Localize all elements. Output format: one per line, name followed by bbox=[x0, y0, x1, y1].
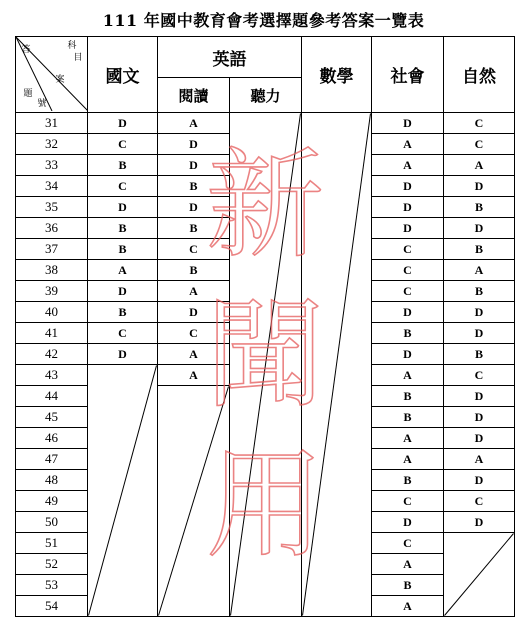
answer-science: D bbox=[444, 218, 515, 239]
header-reading: 閱讀 bbox=[158, 78, 230, 113]
answer-listening bbox=[230, 197, 302, 218]
answer-social: A bbox=[372, 449, 444, 470]
table-row bbox=[16, 554, 515, 575]
corner-answer-1: 答 bbox=[21, 44, 31, 55]
answer-math bbox=[302, 197, 372, 218]
question-number: 41 bbox=[16, 323, 88, 344]
answer-social: A bbox=[372, 596, 444, 617]
answer-listening bbox=[230, 134, 302, 155]
answer-science: C bbox=[444, 365, 515, 386]
answer-chinese bbox=[88, 365, 158, 386]
answer-science bbox=[444, 554, 515, 575]
answer-science: D bbox=[444, 176, 515, 197]
answer-reading: C bbox=[158, 323, 230, 344]
corner-question-1: 題 bbox=[23, 88, 33, 99]
answer-social: C bbox=[372, 260, 444, 281]
table-row bbox=[16, 596, 515, 617]
answer-math bbox=[302, 134, 372, 155]
answer-reading: A bbox=[158, 365, 230, 386]
answer-chinese: C bbox=[88, 134, 158, 155]
answer-math bbox=[302, 239, 372, 260]
question-number: 52 bbox=[16, 554, 88, 575]
answer-science bbox=[444, 533, 515, 554]
answer-science: D bbox=[444, 323, 515, 344]
answer-science: B bbox=[444, 344, 515, 365]
answer-chinese: A bbox=[88, 260, 158, 281]
answer-social: B bbox=[372, 470, 444, 491]
answer-science: D bbox=[444, 470, 515, 491]
question-number: 42 bbox=[16, 344, 88, 365]
answer-science: D bbox=[444, 512, 515, 533]
answer-listening bbox=[230, 113, 302, 134]
answer-science: D bbox=[444, 386, 515, 407]
question-number: 43 bbox=[16, 365, 88, 386]
answer-social: A bbox=[372, 428, 444, 449]
table-row bbox=[16, 407, 515, 428]
table-row bbox=[16, 344, 515, 365]
answer-reading: B bbox=[158, 176, 230, 197]
question-number: 32 bbox=[16, 134, 88, 155]
answer-reading: C bbox=[158, 239, 230, 260]
table-row bbox=[16, 449, 515, 470]
answer-math bbox=[302, 218, 372, 239]
watermark-char-3: 用 bbox=[205, 436, 324, 574]
answer-reading: D bbox=[158, 302, 230, 323]
question-number: 34 bbox=[16, 176, 88, 197]
header-listening: 聽力 bbox=[230, 78, 302, 113]
answer-reading bbox=[158, 554, 230, 575]
answer-listening bbox=[230, 344, 302, 365]
watermark-char-2: 聞 bbox=[205, 286, 324, 424]
answer-listening bbox=[230, 470, 302, 491]
answer-social: B bbox=[372, 386, 444, 407]
answer-reading bbox=[158, 428, 230, 449]
answer-math bbox=[302, 155, 372, 176]
answer-reading: A bbox=[158, 113, 230, 134]
question-number: 33 bbox=[16, 155, 88, 176]
corner-question-2: 號 bbox=[37, 98, 47, 109]
answer-listening bbox=[230, 407, 302, 428]
answer-math bbox=[302, 365, 372, 386]
answer-social: D bbox=[372, 176, 444, 197]
page-title: 111 年國中教育會考選擇題參考答案一覽表 bbox=[102, 11, 425, 30]
answer-reading: D bbox=[158, 155, 230, 176]
answer-math bbox=[302, 428, 372, 449]
header-chinese: 國文 bbox=[88, 37, 158, 113]
question-number: 37 bbox=[16, 239, 88, 260]
table-row bbox=[16, 281, 515, 302]
question-number: 54 bbox=[16, 596, 88, 617]
table-row bbox=[16, 134, 515, 155]
answer-listening bbox=[230, 491, 302, 512]
answer-rows bbox=[16, 113, 515, 617]
answer-listening bbox=[230, 449, 302, 470]
answer-social: C bbox=[372, 491, 444, 512]
header-math: 數學 bbox=[302, 37, 372, 113]
answer-listening bbox=[230, 428, 302, 449]
answer-listening bbox=[230, 218, 302, 239]
answer-social: C bbox=[372, 239, 444, 260]
answer-science: C bbox=[444, 113, 515, 134]
answer-social: D bbox=[372, 512, 444, 533]
answer-social: D bbox=[372, 113, 444, 134]
answer-math bbox=[302, 554, 372, 575]
table-row bbox=[16, 365, 515, 386]
answer-listening bbox=[230, 281, 302, 302]
answer-social: D bbox=[372, 302, 444, 323]
table-row bbox=[16, 218, 515, 239]
answer-math bbox=[302, 449, 372, 470]
question-number: 51 bbox=[16, 533, 88, 554]
answer-chinese bbox=[88, 512, 158, 533]
answer-table bbox=[15, 36, 515, 617]
answer-science: B bbox=[444, 197, 515, 218]
answer-reading bbox=[158, 449, 230, 470]
corner-subject-2: 目 bbox=[73, 52, 83, 63]
answer-math bbox=[302, 575, 372, 596]
answer-math bbox=[302, 491, 372, 512]
answer-math bbox=[302, 407, 372, 428]
answer-social: C bbox=[372, 281, 444, 302]
answer-listening bbox=[230, 155, 302, 176]
question-number: 44 bbox=[16, 386, 88, 407]
answer-reading bbox=[158, 575, 230, 596]
table-row bbox=[16, 470, 515, 491]
answer-science: D bbox=[444, 302, 515, 323]
question-number: 49 bbox=[16, 491, 88, 512]
answer-chinese bbox=[88, 449, 158, 470]
header-science: 自然 bbox=[444, 37, 515, 113]
answer-math bbox=[302, 281, 372, 302]
answer-chinese: D bbox=[88, 344, 158, 365]
table-row bbox=[16, 575, 515, 596]
answer-science bbox=[444, 575, 515, 596]
corner-answer-2: 案 bbox=[55, 74, 65, 85]
table-row bbox=[16, 197, 515, 218]
answer-math bbox=[302, 260, 372, 281]
table-row bbox=[16, 512, 515, 533]
answer-reading: B bbox=[158, 260, 230, 281]
answer-listening bbox=[230, 323, 302, 344]
answer-chinese bbox=[88, 386, 158, 407]
answer-chinese bbox=[88, 428, 158, 449]
answer-listening bbox=[230, 302, 302, 323]
answer-listening bbox=[230, 512, 302, 533]
answer-math bbox=[302, 302, 372, 323]
question-number: 40 bbox=[16, 302, 88, 323]
answer-chinese bbox=[88, 470, 158, 491]
answer-math bbox=[302, 470, 372, 491]
answer-chinese bbox=[88, 407, 158, 428]
answer-chinese: D bbox=[88, 113, 158, 134]
question-number: 48 bbox=[16, 470, 88, 491]
answer-chinese bbox=[88, 554, 158, 575]
answer-science: C bbox=[444, 134, 515, 155]
corner-subject-1: 科 bbox=[67, 40, 77, 51]
answer-listening bbox=[230, 365, 302, 386]
answer-science: B bbox=[444, 239, 515, 260]
answer-reading: A bbox=[158, 281, 230, 302]
answer-chinese: C bbox=[88, 176, 158, 197]
answer-math bbox=[302, 113, 372, 134]
table-row bbox=[16, 428, 515, 449]
answer-math bbox=[302, 344, 372, 365]
answer-listening bbox=[230, 260, 302, 281]
header-english: 英語 bbox=[158, 37, 302, 78]
answer-science: B bbox=[444, 281, 515, 302]
answer-chinese: C bbox=[88, 323, 158, 344]
question-number: 35 bbox=[16, 197, 88, 218]
answer-listening bbox=[230, 554, 302, 575]
table-row bbox=[16, 386, 515, 407]
answer-reading bbox=[158, 386, 230, 407]
answer-social: B bbox=[372, 407, 444, 428]
answer-science: A bbox=[444, 449, 515, 470]
answer-chinese: B bbox=[88, 239, 158, 260]
answer-social: A bbox=[372, 155, 444, 176]
answer-social: D bbox=[372, 344, 444, 365]
table-row bbox=[16, 113, 515, 134]
question-number: 47 bbox=[16, 449, 88, 470]
answer-social: B bbox=[372, 575, 444, 596]
answer-science: D bbox=[444, 428, 515, 449]
answer-social: D bbox=[372, 197, 444, 218]
answer-chinese: B bbox=[88, 218, 158, 239]
answer-math bbox=[302, 176, 372, 197]
answer-listening bbox=[230, 386, 302, 407]
question-number: 45 bbox=[16, 407, 88, 428]
answer-reading: D bbox=[158, 134, 230, 155]
answer-reading: D bbox=[158, 197, 230, 218]
answer-chinese bbox=[88, 596, 158, 617]
answer-chinese: B bbox=[88, 155, 158, 176]
table-row bbox=[16, 302, 515, 323]
header-social: 社會 bbox=[372, 37, 444, 113]
answer-math bbox=[302, 596, 372, 617]
question-number: 31 bbox=[16, 113, 88, 134]
answer-reading bbox=[158, 596, 230, 617]
answer-listening bbox=[230, 533, 302, 554]
answer-math bbox=[302, 323, 372, 344]
answer-social: A bbox=[372, 134, 444, 155]
question-number: 53 bbox=[16, 575, 88, 596]
answer-social: B bbox=[372, 323, 444, 344]
answer-chinese: D bbox=[88, 197, 158, 218]
answer-science: A bbox=[444, 155, 515, 176]
answer-listening bbox=[230, 239, 302, 260]
table-row bbox=[16, 533, 515, 554]
table-row bbox=[16, 155, 515, 176]
answer-social: A bbox=[372, 365, 444, 386]
header-corner-cell bbox=[16, 37, 88, 113]
answer-reading bbox=[158, 407, 230, 428]
answer-chinese bbox=[88, 575, 158, 596]
watermark-char-1: 新 bbox=[205, 136, 324, 274]
question-number: 39 bbox=[16, 281, 88, 302]
answer-chinese bbox=[88, 491, 158, 512]
answer-math bbox=[302, 512, 372, 533]
answer-chinese: D bbox=[88, 281, 158, 302]
question-number: 50 bbox=[16, 512, 88, 533]
answer-listening bbox=[230, 575, 302, 596]
answer-math bbox=[302, 533, 372, 554]
table-row bbox=[16, 260, 515, 281]
answer-reading bbox=[158, 491, 230, 512]
table-row bbox=[16, 239, 515, 260]
answer-chinese bbox=[88, 533, 158, 554]
answer-chinese: B bbox=[88, 302, 158, 323]
table-row bbox=[16, 176, 515, 197]
answer-science: A bbox=[444, 260, 515, 281]
answer-social: A bbox=[372, 554, 444, 575]
table-row bbox=[16, 491, 515, 512]
answer-reading bbox=[158, 470, 230, 491]
answer-math bbox=[302, 386, 372, 407]
answer-social: C bbox=[372, 533, 444, 554]
answer-reading: B bbox=[158, 218, 230, 239]
answer-reading bbox=[158, 533, 230, 554]
table-row bbox=[16, 323, 515, 344]
question-number: 46 bbox=[16, 428, 88, 449]
answer-reading bbox=[158, 512, 230, 533]
answer-science: C bbox=[444, 491, 515, 512]
answer-listening bbox=[230, 176, 302, 197]
answer-science bbox=[444, 596, 515, 617]
answer-listening bbox=[230, 596, 302, 617]
question-number: 36 bbox=[16, 218, 88, 239]
question-number: 38 bbox=[16, 260, 88, 281]
answer-science: D bbox=[444, 407, 515, 428]
answer-social: D bbox=[372, 218, 444, 239]
answer-reading: A bbox=[158, 344, 230, 365]
